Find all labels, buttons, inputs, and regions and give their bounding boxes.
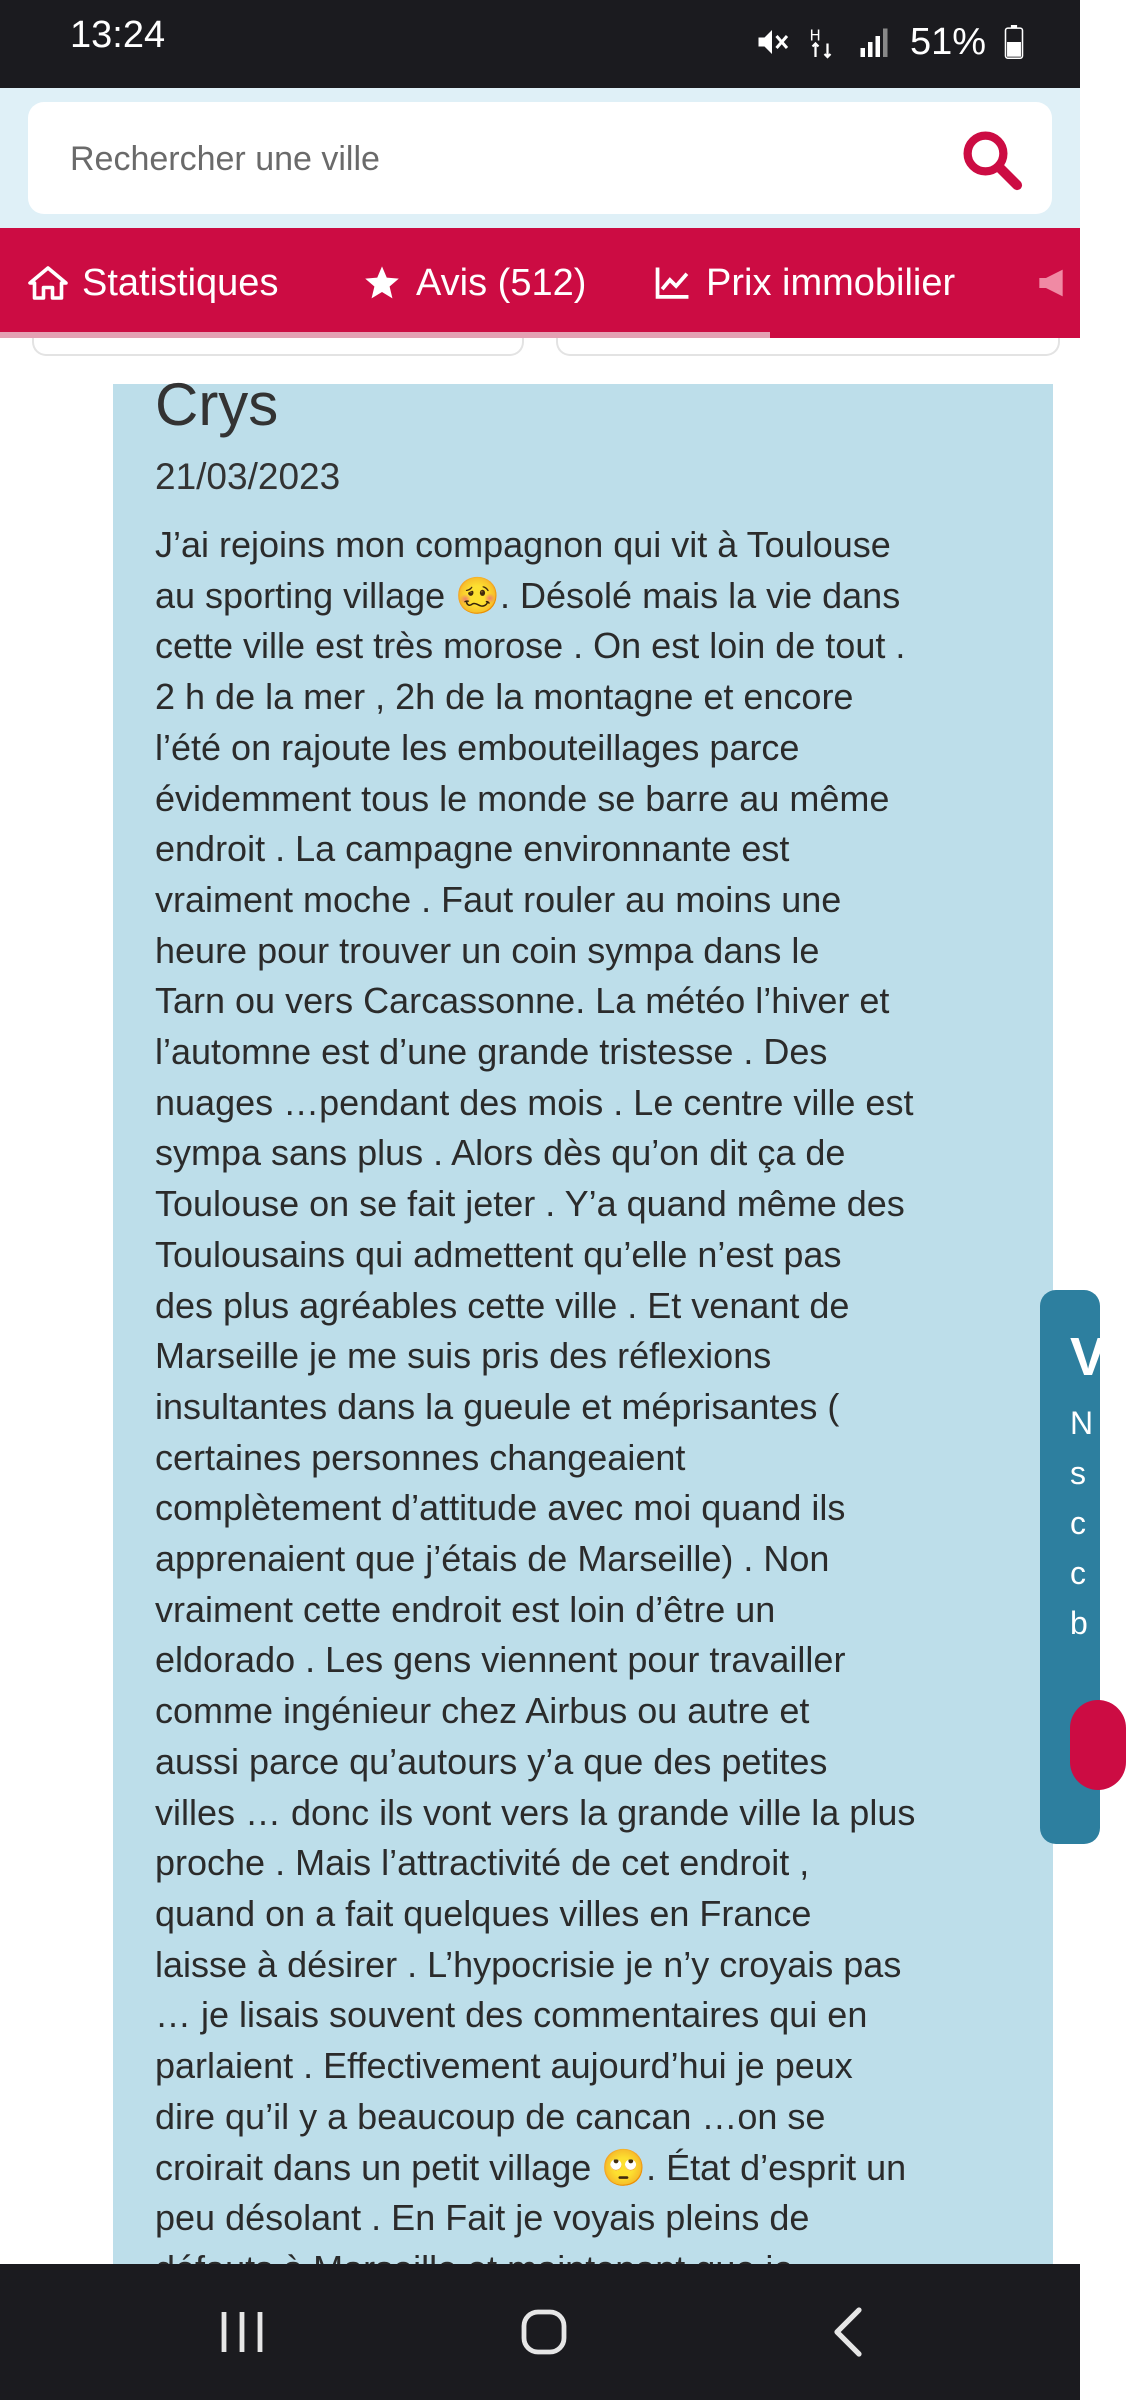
review-line: évidemment tous le monde se barre au même (155, 777, 890, 819)
review-line: … je lisais souvent des commentaires qui en (155, 1994, 868, 2036)
review-line: 2 h de la mer , 2h de la montagne et encore (155, 676, 854, 718)
status-time: 13:24 (70, 14, 166, 56)
tab-label: Statistiques (82, 261, 279, 304)
review-line: peu désolant . En Fait je voyais pleins de (155, 2197, 810, 2239)
side-panel-text (1070, 1398, 1093, 1648)
card-edge (32, 338, 524, 356)
review-line: eldorado . Les gens viennent pour travailler (155, 1639, 846, 1681)
data-icon (808, 24, 838, 60)
side-panel-title: V (1070, 1327, 1107, 1387)
review-line: l’automne est d’une grande tristesse . Des (155, 1031, 828, 1073)
tab-next[interactable] (1036, 228, 1090, 338)
chart-line-icon (654, 266, 692, 300)
system-nav-bar (0, 2264, 1080, 2400)
signal-icon (856, 24, 892, 60)
review-line: complètement d’attitude avec moi quand ils (155, 1487, 846, 1529)
side-popup-panel[interactable] (1040, 1290, 1107, 1844)
tab-label: Avis (512) (416, 261, 587, 304)
review-line: l’été on rajoute les embouteillages parce (155, 726, 800, 768)
tab-avis[interactable] (362, 228, 586, 338)
search-input[interactable] (68, 102, 932, 216)
review-line: au sporting village 🥴. Désolé mais la vie dans (155, 574, 901, 616)
review-line: vraiment moche . Faut rouler au moins une (155, 878, 842, 920)
status-icons (754, 14, 1024, 70)
review-line: aussi parce qu’autours y’a que des petites (155, 1740, 828, 1782)
review-line: sympa sans plus . Alors dès qu’on dit ça de (155, 1132, 846, 1174)
review-line: Toulousains qui admettent qu’elle n’est pas (155, 1233, 842, 1275)
review-line: laisse à désirer . L’hypocrisie je n’y croyais pas (155, 1943, 902, 1985)
side-panel-text-line: N (1070, 1405, 1094, 1441)
home-icon (28, 265, 68, 301)
review-date: 21/03/2023 (155, 456, 341, 497)
review-card (113, 371, 1053, 2264)
review-line: apprenaient que j’étais de Marseille) . Non (155, 1538, 830, 1580)
back-icon[interactable] (824, 2304, 870, 2360)
review-author: Crys (155, 371, 279, 438)
mute-icon (754, 24, 790, 60)
review-line: certaines personnes changeaient (155, 1436, 686, 1478)
review-line: parlaient . Effectivement aujourd’hui je peux (155, 2045, 853, 2087)
card-edge (556, 338, 1060, 356)
tab-prix-immobilier[interactable] (654, 228, 955, 338)
review-line: proche . Mais l’attractivité de cet endroit , (155, 1842, 810, 1884)
review-line: des plus agréables cette ville . Et venant de (155, 1284, 850, 1326)
review-line: Tarn ou vers Carcassonne. La météo l’hiver et (155, 980, 890, 1022)
review-line: heure pour trouver un coin sympa dans le (155, 929, 820, 971)
side-panel-text-line: b (1070, 1605, 1088, 1641)
review-text (155, 520, 1035, 2295)
side-panel-text-line: c (1070, 1555, 1086, 1591)
status-bar (0, 0, 1080, 88)
tab-label: Prix immobilier (706, 261, 956, 304)
review-line: dire qu’il y a beaucoup de cancan …on se (155, 2095, 826, 2137)
star-icon (362, 264, 402, 302)
review-line: vraiment cette endroit est loin d’être un (155, 1588, 776, 1630)
side-panel-text-line: s (1070, 1455, 1086, 1491)
svg-text:H: H (809, 26, 821, 45)
recent-apps-icon[interactable] (216, 2304, 268, 2360)
review-line: croirait dans un petit village 🙄. État d’esprit un (155, 2146, 907, 2188)
search-area (0, 88, 1080, 228)
megaphone-icon (1036, 266, 1076, 300)
tab-statistiques[interactable] (28, 228, 278, 338)
battery-level: 51% (909, 20, 986, 63)
review-line: quand on a fait quelques villes en France (155, 1892, 812, 1934)
review-line: Toulouse on se fait jeter . Y’a quand même des (155, 1183, 905, 1225)
tabs-bar (0, 228, 1080, 338)
review-line: endroit . La campagne environnante est (155, 828, 790, 870)
review-line: Marseille je me suis pris des réflexions (155, 1335, 772, 1377)
review-line: cette ville est très morose . On est loin de tout . (155, 625, 906, 667)
review-line: nuages …pendant des mois . Le centre ville est (155, 1081, 914, 1123)
side-panel-button[interactable] (1070, 1700, 1126, 1790)
review-line: villes … donc ils vont vers la grande ville la plus (155, 1791, 916, 1833)
review-line: insultantes dans la gueule et méprisantes ( (155, 1385, 840, 1427)
home-button-icon[interactable] (516, 2304, 572, 2360)
review-line: J’ai rejoins mon compagnon qui vit à Toulouse (155, 524, 891, 565)
side-panel-text-line: c (1070, 1505, 1086, 1541)
review-line: comme ingénieur chez Airbus ou autre et (155, 1690, 810, 1732)
search-icon[interactable] (958, 126, 1024, 192)
battery-icon (1004, 25, 1024, 59)
search-box (28, 102, 1052, 214)
